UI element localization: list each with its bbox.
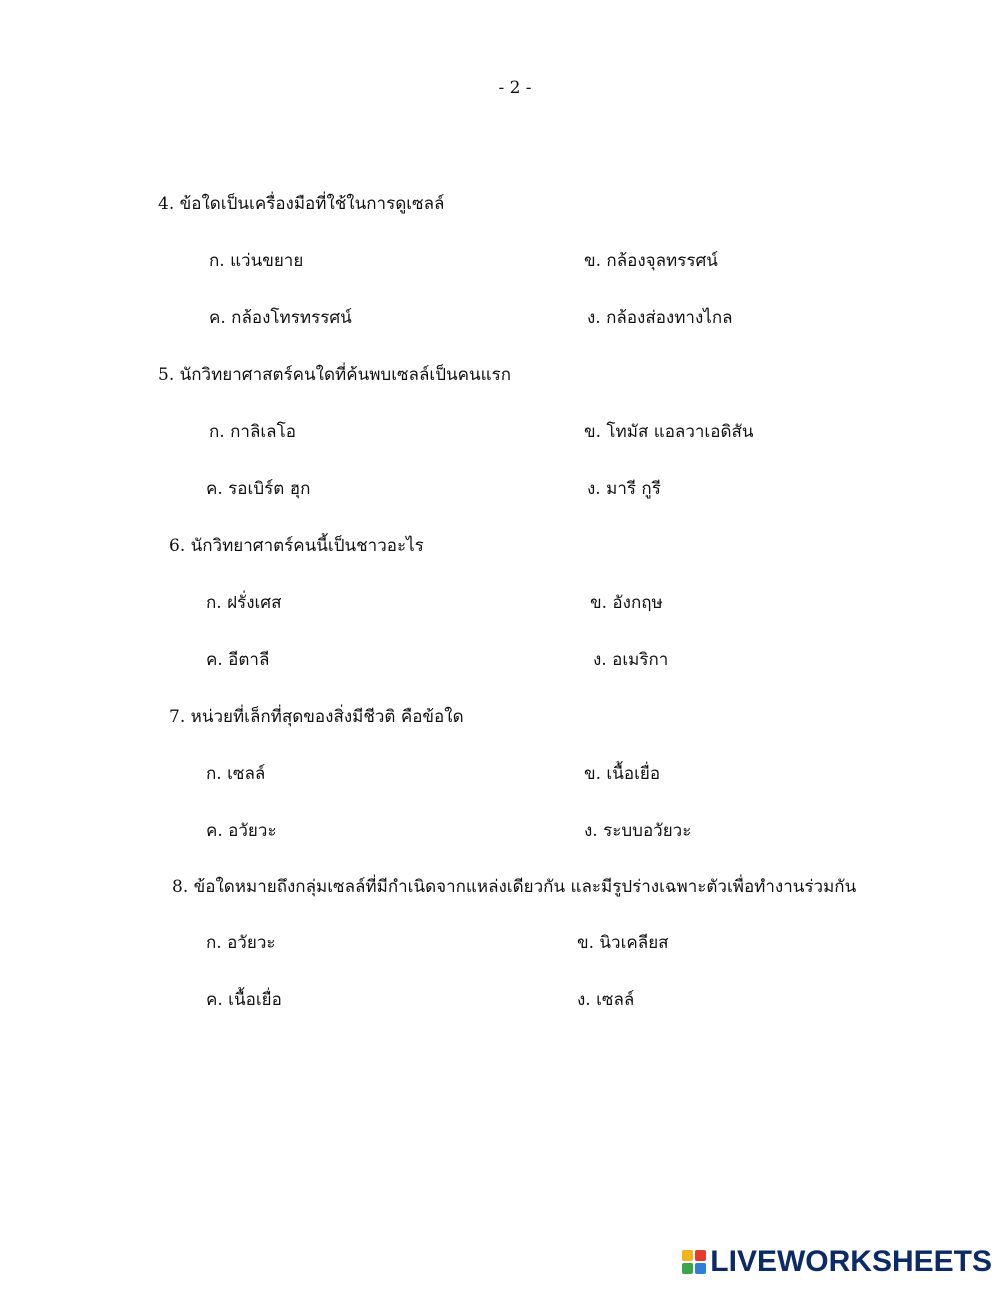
- option-q6-a[interactable]: ก. ฝรั่งเศส: [206, 593, 282, 613]
- logo-block-icon: [682, 1263, 693, 1274]
- question-8: 8. ข้อใดหมายถึงกลุ่มเซลล์ที่มีกำเนิดจากแหล่งเดียวกัน และมีรูปร่างเฉพาะตัวเพื่อทำงานร่วมกัน: [172, 877, 857, 897]
- logo-block-icon: [682, 1250, 693, 1261]
- option-q7-c[interactable]: ค. อวัยวะ: [206, 821, 277, 841]
- option-q7-b[interactable]: ข. เนื้อเยื่อ: [584, 764, 661, 784]
- option-q8-d[interactable]: ง. เซลล์: [577, 990, 635, 1010]
- question-7: 7. หน่วยที่เล็กที่สุดของสิ่งมีชีวติ คือข้อใด: [169, 707, 464, 727]
- option-q4-d[interactable]: ง. กล้องส่องทางไกล: [587, 308, 733, 328]
- logo-text: LIVEWORKSHEETS: [710, 1245, 992, 1278]
- option-q4-a[interactable]: ก. แว่นขยาย: [209, 251, 304, 271]
- option-q8-a[interactable]: ก. อวัยวะ: [206, 933, 276, 953]
- question-6: 6. นักวิทยาศาตร์คนนี้เป็นชาวอะไร: [169, 536, 424, 556]
- logo-block-icon: [695, 1263, 706, 1274]
- option-q6-b[interactable]: ข. อังกฤษ: [590, 593, 663, 613]
- option-q4-b[interactable]: ข. กล้องจุลทรรศน์: [584, 251, 718, 271]
- page-number: - 2 -: [498, 78, 532, 98]
- option-q5-c[interactable]: ค. รอเบิร์ต ฮุก: [206, 479, 311, 499]
- option-q5-d[interactable]: ง. มารี กูรี: [587, 479, 661, 499]
- question-4: 4. ข้อใดเป็นเครื่องมือที่ใช้ในการดูเซลล์: [158, 194, 445, 214]
- option-q6-c[interactable]: ค. อีตาลี: [206, 650, 270, 670]
- option-q8-c[interactable]: ค. เนื้อเยื่อ: [206, 990, 282, 1010]
- option-q8-b[interactable]: ข. นิวเคลียส: [577, 933, 669, 953]
- option-q5-a[interactable]: ก. กาลิเลโอ: [209, 422, 296, 442]
- liveworksheets-logo: [682, 1245, 992, 1279]
- option-q7-d[interactable]: ง. ระบบอวัยวะ: [584, 821, 692, 841]
- logo-blocks-icon: [682, 1250, 706, 1274]
- option-q6-d[interactable]: ง. อเมริกา: [593, 650, 669, 670]
- option-q4-c[interactable]: ค. กล้องโทรทรรศน์: [209, 308, 352, 328]
- logo-block-icon: [695, 1250, 706, 1261]
- question-5: 5. นักวิทยาศาสตร์คนใดที่ค้นพบเซลล์เป็นคนแรก: [158, 365, 511, 385]
- option-q7-a[interactable]: ก. เซลล์: [206, 764, 266, 784]
- option-q5-b[interactable]: ข. โทมัส แอลวาเอดิสัน: [584, 422, 754, 442]
